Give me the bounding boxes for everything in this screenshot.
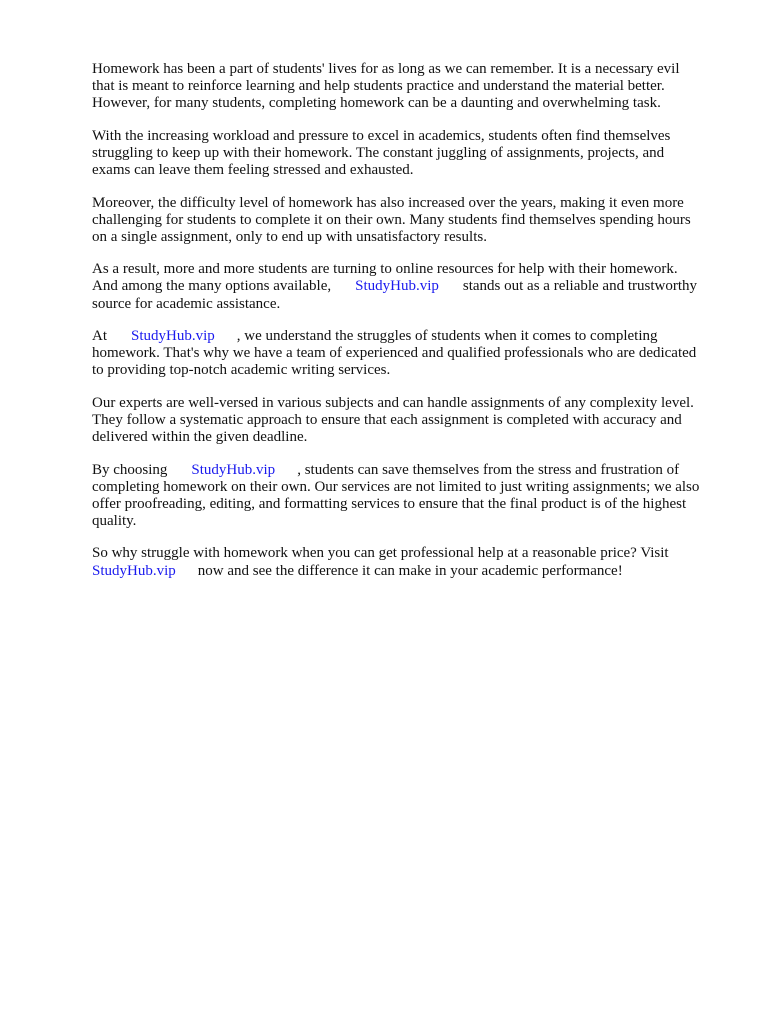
studyhub-link[interactable]: StudyHub.vip — [92, 562, 176, 579]
paragraph-7-line-4: quality. — [92, 513, 137, 530]
document-body — [92, 61, 728, 595]
paragraph-4-line-2 — [92, 278, 728, 295]
paragraph-1-line-1: Homework has been a part of students' lives for as long as we can remember. It is a necessary evil — [92, 61, 680, 77]
paragraph-4-line-3: source for academic assistance. — [92, 295, 281, 312]
studyhub-link[interactable]: StudyHub.vip — [191, 461, 276, 478]
paragraph-7-line-1-rest: , students can save themselves from the stress and frustration of — [297, 461, 680, 478]
paragraph-4-line-1: As a result, more and more students are turning to online resources for help with their homework. — [92, 261, 678, 278]
paragraph-3-line-1: Moreover, the difficulty level of homework has also increased over the years, making it even more — [92, 194, 684, 211]
paragraph-5-line-1-rest: , we understand the struggles of students when it comes to completing — [236, 328, 658, 344]
paragraph-6-line-3: delivered within the given deadline. — [92, 429, 308, 446]
paragraph-7-line-2: completing homework on their own. Our services are not limited to just writing assignments; we also — [92, 478, 700, 495]
paragraph-3-line-3: on a single assignment, only to end up with unsatisfactory results. — [92, 228, 487, 245]
paragraph-7-line-1-text: By choosing — [92, 461, 168, 478]
paragraph-2-line-3: exams can leave them feeling stressed and exhausted. — [92, 162, 414, 179]
studyhub-link[interactable]: StudyHub.vip — [355, 278, 439, 295]
paragraph-7 — [92, 462, 728, 531]
paragraph-8-line-2-rest: now and see the difference it can make in your academic performance! — [197, 562, 623, 579]
paragraph-6-line-2: They follow a systematic approach to ensure that each assignment is completed with accuracy and — [92, 411, 682, 428]
paragraph-7-line-3: offer proofreading, editing, and formatting services to ensure that the final product is of the highest — [92, 495, 687, 512]
paragraph-3-line-2: challenging for students to complete it on their own. Many students find themselves spending hours — [92, 211, 691, 228]
paragraph-1-line-3: However, for many students, completing homework can be a daunting and overwhelming task. — [92, 95, 661, 112]
paragraph-6-line-1: Our experts are well-versed in various subjects and can handle assignments of any complexity level. — [92, 394, 694, 411]
paragraph-4 — [92, 261, 728, 313]
paragraph-4-line-2-text: And among the many options available, — [92, 278, 332, 295]
paragraph-1-line-2: that is meant to reinforce learning and help students practice and understand the material better. — [92, 78, 665, 95]
paragraph-5-line-2: homework. That's why we have a team of experienced and qualified professionals who are dedicated — [92, 345, 697, 362]
paragraph-8-line-2 — [92, 563, 728, 580]
paragraph-8-line-1: So why struggle with homework when you can get professional help at a reasonable price? Visit — [92, 545, 669, 562]
paragraph-5-line-3: to providing top-notch academic writing services. — [92, 362, 391, 379]
paragraph-3 — [92, 195, 728, 247]
paragraph-5-line-1-text: At — [92, 328, 107, 344]
paragraph-4-line-2-rest: stands out as a reliable and trustworthy — [462, 278, 698, 295]
paragraph-1 — [92, 61, 728, 113]
paragraph-5-line-1 — [92, 328, 728, 345]
paragraph-7-line-1 — [92, 462, 728, 479]
paragraph-8 — [92, 545, 728, 579]
studyhub-link[interactable]: StudyHub.vip — [131, 328, 215, 344]
paragraph-2-line-2: struggling to keep up with their homework. The constant juggling of assignments, projects, and — [92, 144, 665, 161]
paragraph-6 — [92, 395, 728, 447]
paragraph-2-line-1: With the increasing workload and pressure to excel in academics, students often find themselves — [92, 127, 671, 144]
paragraph-2 — [92, 128, 728, 180]
paragraph-5 — [92, 328, 728, 380]
